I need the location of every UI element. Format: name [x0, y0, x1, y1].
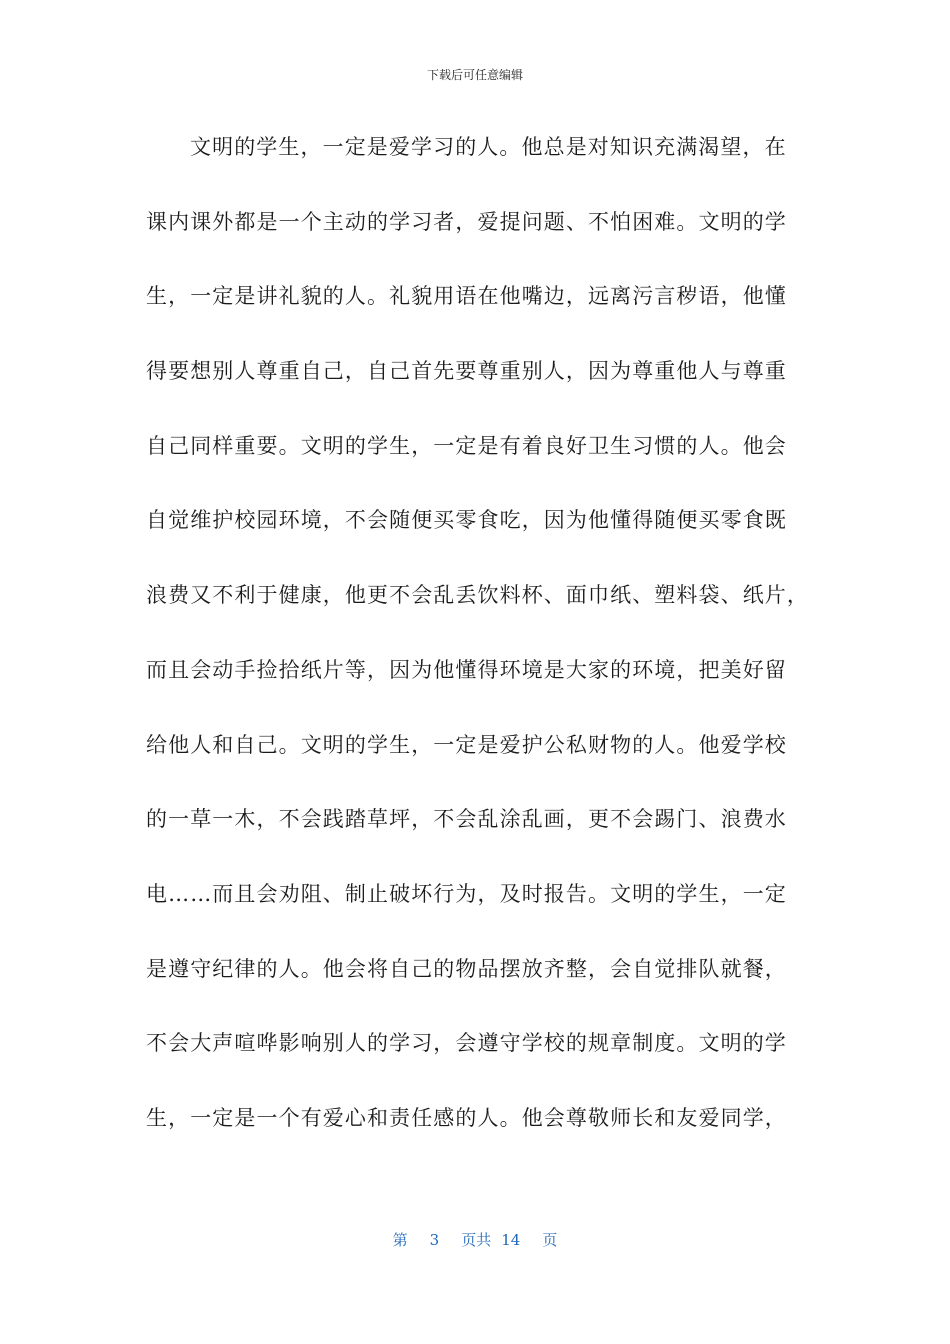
- page-footer: [0, 1229, 950, 1250]
- paragraph-line: 不会大声喧哗影响别人的学习，会遵守学校的规章制度。文明的学: [146, 1031, 787, 1056]
- footer-suffix: 页: [542, 1231, 558, 1249]
- paragraph-line: 的一草一木，不会践踏草坪，不会乱涂乱画，更不会踢门、浪费水: [146, 807, 787, 832]
- page-number: 3: [429, 1231, 440, 1249]
- paragraph-line: 文明的学生，一定是爱学习的人。他总是对知识充满渴望，在: [190, 135, 787, 159]
- paragraph-line: 而且会动手捡拾纸片等，因为他懂得环境是大家的环境，把美好留: [146, 657, 787, 682]
- paragraph-line: 是遵守纪律的人。他会将自己的物品摆放齐整，会自觉排队就餐，: [146, 956, 787, 981]
- total-pages: 14: [501, 1231, 521, 1249]
- paragraph-line: 生，一定是一个有爱心和责任感的人。他会尊敬师长和友爱同学，: [146, 1105, 787, 1130]
- footer-prefix: 第: [392, 1231, 408, 1249]
- paragraph-line: 给他人和自己。文明的学生，一定是爱护公私财物的人。他爱学校: [146, 732, 787, 757]
- page-header: 下载后可任意编辑: [426, 68, 523, 82]
- paragraph-line: 自己同样重要。文明的学生，一定是有着良好卫生习惯的人。他会: [146, 433, 787, 458]
- paragraph-line: 生，一定是讲礼貌的人。礼貌用语在他嘴边，远离污言秽语，他懂: [146, 284, 787, 309]
- paragraph-line: 电……而且会劝阻、制止破坏行为，及时报告。文明的学生，一定: [146, 881, 787, 906]
- footer-middle: 页共: [461, 1231, 492, 1249]
- paragraph-line: 得要想别人尊重自己，自己首先要尊重别人，因为尊重他人与尊重: [146, 359, 787, 384]
- paragraph-line: 课内课外都是一个主动的学习者，爱提问题、不怕困难。文明的学: [146, 209, 787, 234]
- document-body: [146, 128, 809, 1174]
- paragraph-line: 自觉维护校园环境，不会随便买零食吃，因为他懂得随便买零食既: [146, 508, 787, 533]
- paragraph-line: 浪费又不利于健康，他更不会乱丢饮料杯、面巾纸、塑料袋、纸片，: [146, 583, 809, 608]
